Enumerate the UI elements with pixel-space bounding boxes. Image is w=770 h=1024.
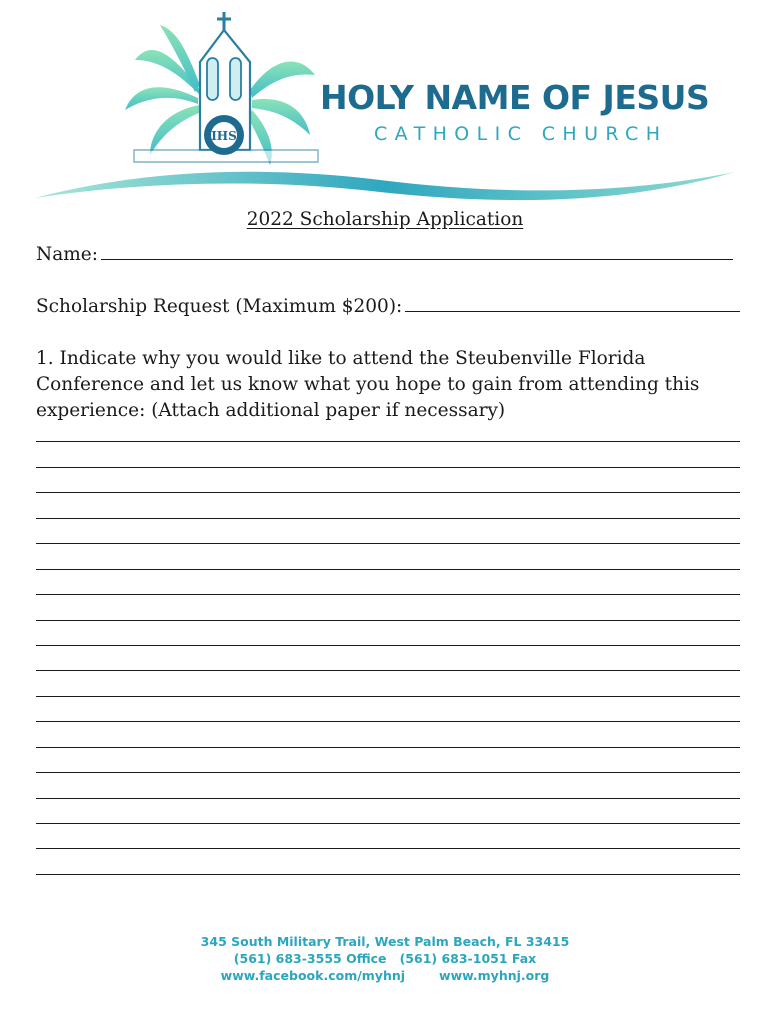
answer-lines[interactable] — [36, 417, 740, 875]
name-underline[interactable] — [101, 258, 733, 260]
answer-line[interactable] — [36, 671, 740, 696]
question-1: 1. Indicate why you would like to attend the Steubenville Florida Conference and let us know what you hope to gain from attending this experience: (Attach additional paper if necessary) — [36, 348, 700, 421]
wave-swoosh-icon — [35, 172, 735, 200]
answer-line[interactable] — [36, 748, 740, 773]
answer-line[interactable] — [36, 849, 740, 874]
footer — [0, 933, 770, 984]
footer-website-link[interactable]: www.myhnj.org — [439, 968, 550, 983]
answer-line[interactable] — [36, 442, 740, 467]
ihs-seal-icon — [204, 115, 244, 155]
answer-line[interactable] — [36, 773, 740, 798]
answer-line[interactable] — [36, 544, 740, 569]
scholarship-request-field[interactable] — [36, 296, 740, 317]
answer-line[interactable] — [36, 417, 740, 442]
church-logo — [0, 0, 770, 210]
answer-line[interactable] — [36, 799, 740, 824]
answer-line[interactable] — [36, 493, 740, 518]
scholarship-request-underline[interactable] — [405, 310, 740, 312]
answer-line[interactable] — [36, 722, 740, 747]
church-subtitle: CATHOLIC CHURCH — [374, 123, 668, 145]
answer-line[interactable] — [36, 570, 740, 595]
church-name: HOLY NAME OF JESUS — [320, 78, 710, 117]
answer-line[interactable] — [36, 595, 740, 620]
answer-line[interactable] — [36, 468, 740, 493]
name-field[interactable] — [36, 244, 733, 265]
footer-facebook-link[interactable]: www.facebook.com/myhnj — [220, 968, 406, 983]
answer-line[interactable] — [36, 519, 740, 544]
footer-phones — [0, 950, 770, 967]
name-label: Name: — [36, 244, 98, 265]
footer-address: 345 South Military Trail, West Palm Beach, FL 33415 — [200, 934, 570, 949]
answer-line[interactable] — [36, 621, 740, 646]
answer-line[interactable] — [36, 697, 740, 722]
footer-links — [0, 967, 770, 984]
footer-office-phone: (561) 683-3555 Office — [233, 951, 387, 966]
page-title: 2022 Scholarship Application — [246, 209, 524, 230]
svg-text:IHS: IHS — [211, 129, 237, 143]
scholarship-request-label: Scholarship Request (Maximum $200): — [36, 296, 403, 317]
footer-fax: (561) 683-1051 Fax — [399, 951, 537, 966]
answer-line[interactable] — [36, 824, 740, 849]
answer-line[interactable] — [36, 646, 740, 671]
palm-left-icon — [125, 25, 202, 155]
